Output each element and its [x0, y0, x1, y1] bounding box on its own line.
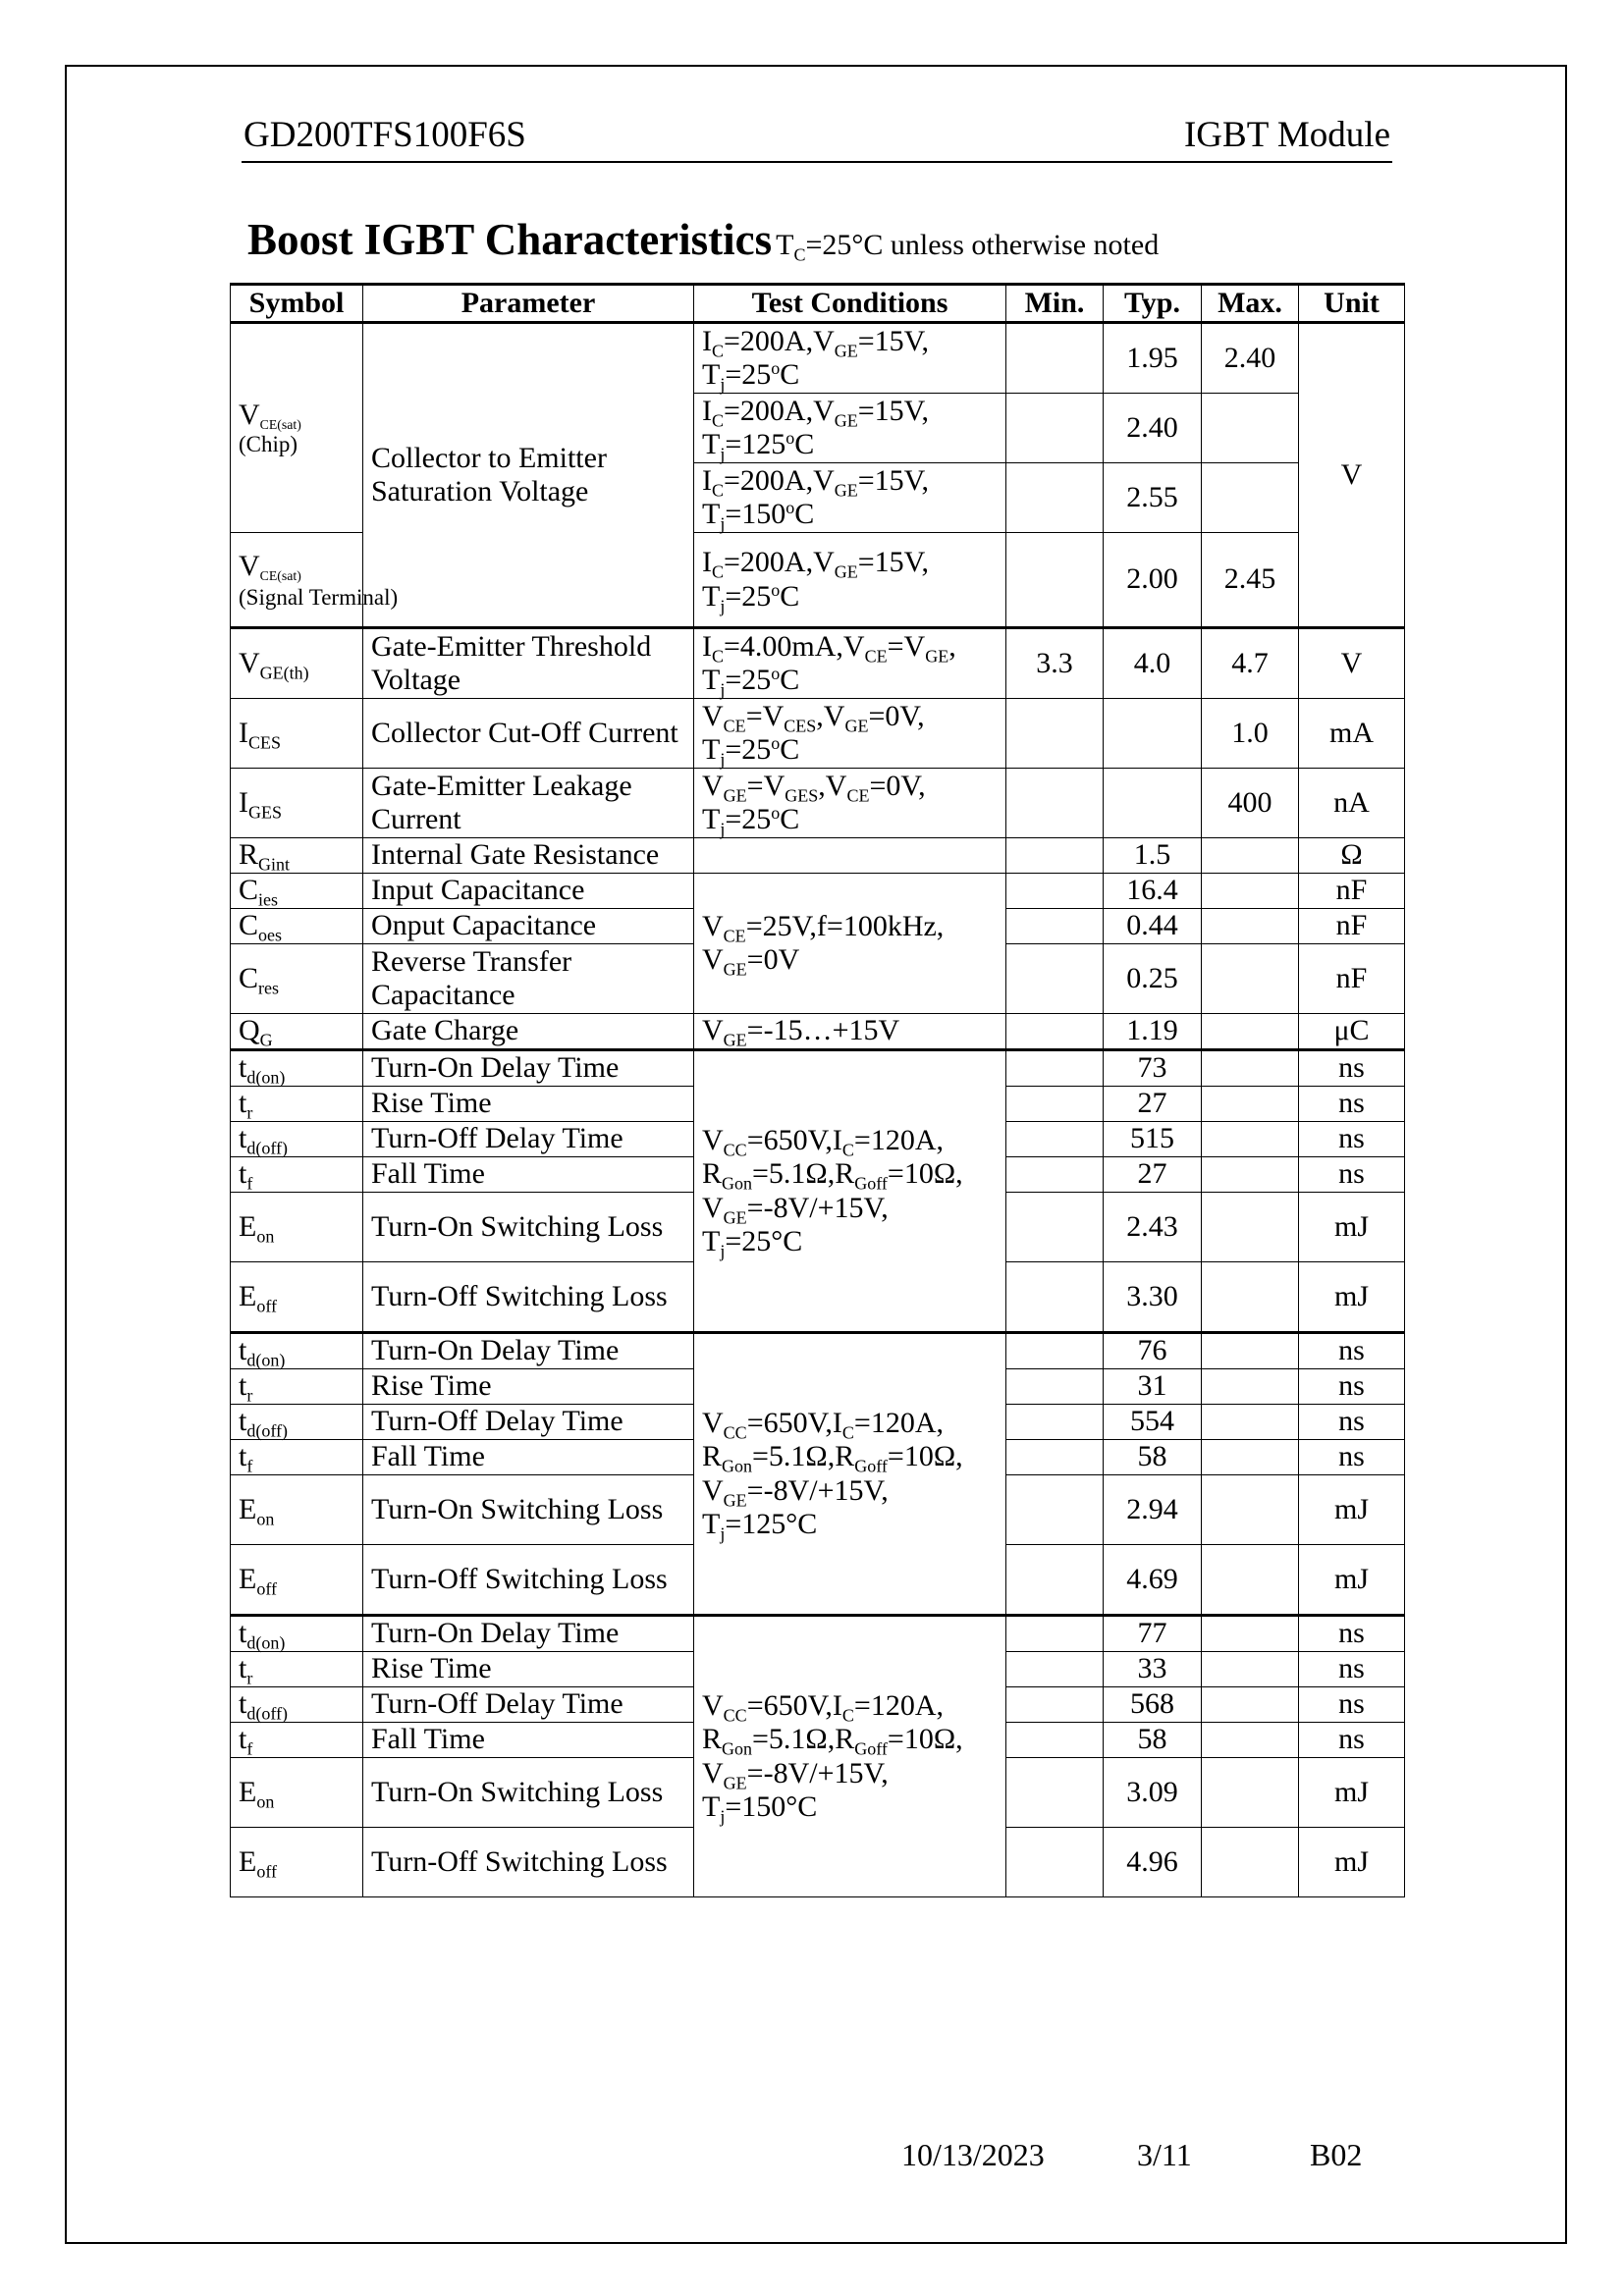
- typ-cell: 554: [1104, 1405, 1202, 1440]
- symbol-cell: $V_{CE(sat)}$ (Chip): [231, 323, 363, 533]
- unit-cell: mJ: [1299, 1193, 1405, 1262]
- max-cell: 2.45: [1202, 533, 1299, 628]
- symbol-cell: $I_{CES}$: [231, 699, 363, 769]
- typ-cell: [1104, 699, 1202, 769]
- parameter-cell: Turn-On Delay Time: [363, 1050, 694, 1087]
- symbol-cell: $t_f$: [231, 1723, 363, 1758]
- symbol-cell: $C_{ies}$: [231, 874, 363, 909]
- symbol-cell: $E_{on}$: [231, 1475, 363, 1545]
- col-header: Max.: [1202, 285, 1299, 323]
- unit-cell: ns: [1299, 1723, 1405, 1758]
- table-row: [231, 1616, 1405, 1652]
- typ-cell: 76: [1104, 1333, 1202, 1369]
- min-cell: [1006, 1828, 1104, 1897]
- symbol-cell: $t_{d(on)}$: [231, 1333, 363, 1369]
- max-cell: 4.7: [1202, 628, 1299, 699]
- typ-cell: 515: [1104, 1122, 1202, 1157]
- max-cell: 1.0: [1202, 699, 1299, 769]
- min-cell: [1006, 1652, 1104, 1687]
- unit-cell: ns: [1299, 1405, 1405, 1440]
- condition-cell: $V_{CC}=650V,I_C=120A$, $R_{Gon}=5.1\Omega,R_{Goff}=10\Omega$, $V_{GE}=-8V/+15V$, $T_j=125^\circ C$: [694, 1333, 1006, 1616]
- typ-cell: 0.44: [1104, 909, 1202, 944]
- symbol-cell: $E_{on}$: [231, 1758, 363, 1828]
- table-row: [231, 1333, 1405, 1369]
- symbol-cell: $E_{off}$: [231, 1262, 363, 1333]
- max-cell: [1202, 1687, 1299, 1723]
- symbol-cell: $t_f$: [231, 1157, 363, 1193]
- max-cell: [1202, 1652, 1299, 1687]
- parameter-cell: Rise Time: [363, 1369, 694, 1405]
- max-cell: [1202, 1758, 1299, 1828]
- typ-cell: 1.95: [1104, 323, 1202, 394]
- condition-cell: $V_{CE}=V_{CES},V_{GE}=0V$, $T_j=25^oC$: [694, 699, 1006, 769]
- footer-revision: B02: [1310, 2137, 1363, 2172]
- min-cell: [1006, 1758, 1104, 1828]
- col-header: Symbol: [231, 285, 363, 323]
- table-row: [231, 1014, 1405, 1050]
- typ-cell: 33: [1104, 1652, 1202, 1687]
- typ-cell: 1.19: [1104, 1014, 1202, 1050]
- parameter-cell: Turn-Off Delay Time: [363, 1122, 694, 1157]
- max-cell: [1202, 838, 1299, 874]
- unit-cell: ns: [1299, 1652, 1405, 1687]
- parameter-cell: Gate-Emitter Leakage Current: [363, 769, 694, 838]
- typ-cell: 2.00: [1104, 533, 1202, 628]
- max-cell: [1202, 909, 1299, 944]
- unit-cell: nA: [1299, 769, 1405, 838]
- symbol-cell: $V_{CE(sat)}$ (Signal Terminal): [231, 533, 363, 628]
- max-cell: [1202, 1545, 1299, 1616]
- min-cell: [1006, 1050, 1104, 1087]
- unit-cell: ns: [1299, 1369, 1405, 1405]
- section-title: [247, 214, 1159, 265]
- condition-cell: $V_{GE}=-15\dots+15V$: [694, 1014, 1006, 1050]
- typ-cell: 2.40: [1104, 394, 1202, 463]
- parameter-cell: Turn-Off Delay Time: [363, 1405, 694, 1440]
- condition-cell: $I_C=4.00mA,V_{CE}=V_{GE}$, $T_j=25^oC$: [694, 628, 1006, 699]
- min-cell: [1006, 1333, 1104, 1369]
- min-cell: [1006, 1369, 1104, 1405]
- parameter-cell: Turn-On Switching Loss: [363, 1758, 694, 1828]
- max-cell: [1202, 874, 1299, 909]
- condition-cell: $V_{CC}=650V,I_C=120A$, $R_{Gon}=5.1\Omega,R_{Goff}=10\Omega$, $V_{GE}=-8V/+15V$, $T_j=25^\circ C$: [694, 1050, 1006, 1333]
- unit-cell: Ω: [1299, 838, 1405, 874]
- symbol-cell: $t_r$: [231, 1087, 363, 1122]
- typ-cell: 2.55: [1104, 463, 1202, 533]
- col-header: Typ.: [1104, 285, 1202, 323]
- typ-cell: 31: [1104, 1369, 1202, 1405]
- unit-cell: mJ: [1299, 1475, 1405, 1545]
- unit-cell: mJ: [1299, 1545, 1405, 1616]
- symbol-cell: $t_r$: [231, 1369, 363, 1405]
- symbol-cell: $E_{off}$: [231, 1828, 363, 1897]
- parameter-cell: Turn-On Delay Time: [363, 1616, 694, 1652]
- min-cell: [1006, 1405, 1104, 1440]
- min-cell: [1006, 1440, 1104, 1475]
- footer-date: 10/13/2023: [901, 2137, 1045, 2172]
- product-type: IGBT Module: [1183, 115, 1390, 155]
- table-row: [231, 838, 1405, 874]
- parameter-cell: Onput Capacitance: [363, 909, 694, 944]
- min-cell: [1006, 1157, 1104, 1193]
- symbol-cell: $t_r$: [231, 1652, 363, 1687]
- max-cell: [1202, 1014, 1299, 1050]
- unit-cell: ns: [1299, 1333, 1405, 1369]
- min-cell: [1006, 463, 1104, 533]
- parameter-cell: Turn-Off Switching Loss: [363, 1262, 694, 1333]
- typ-cell: 4.96: [1104, 1828, 1202, 1897]
- parameter-cell: Reverse Transfer Capacitance: [363, 944, 694, 1014]
- characteristics-table: [230, 283, 1405, 1897]
- max-cell: [1202, 1193, 1299, 1262]
- min-cell: [1006, 323, 1104, 394]
- symbol-cell: $E_{off}$: [231, 1545, 363, 1616]
- max-cell: 400: [1202, 769, 1299, 838]
- max-cell: [1202, 1369, 1299, 1405]
- unit-cell: ns: [1299, 1122, 1405, 1157]
- typ-cell: 27: [1104, 1087, 1202, 1122]
- col-header: Min.: [1006, 285, 1104, 323]
- min-cell: [1006, 1122, 1104, 1157]
- parameter-cell: Gate-Emitter Threshold Voltage: [363, 628, 694, 699]
- typ-cell: 16.4: [1104, 874, 1202, 909]
- typ-cell: 4.69: [1104, 1545, 1202, 1616]
- section-note: $T_C=25^\circ C$ unless otherwise noted: [776, 229, 1160, 265]
- table-row: [231, 1050, 1405, 1087]
- unit-cell: ns: [1299, 1050, 1405, 1087]
- symbol-cell: $C_{res}$: [231, 944, 363, 1014]
- typ-cell: 568: [1104, 1687, 1202, 1723]
- symbol-cell: $C_{oes}$: [231, 909, 363, 944]
- symbol-cell: $t_{d(off)}$: [231, 1122, 363, 1157]
- table-row: [231, 874, 1405, 909]
- typ-cell: 2.43: [1104, 1193, 1202, 1262]
- typ-cell: 58: [1104, 1440, 1202, 1475]
- typ-cell: 73: [1104, 1050, 1202, 1087]
- table-row: [231, 699, 1405, 769]
- table-row: [231, 769, 1405, 838]
- max-cell: [1202, 1262, 1299, 1333]
- unit-cell: mJ: [1299, 1828, 1405, 1897]
- parameter-cell: Collector Cut-Off Current: [363, 699, 694, 769]
- max-cell: [1202, 1723, 1299, 1758]
- max-cell: [1202, 1616, 1299, 1652]
- unit-cell: μC: [1299, 1014, 1405, 1050]
- typ-cell: 0.25: [1104, 944, 1202, 1014]
- parameter-cell: Fall Time: [363, 1440, 694, 1475]
- typ-cell: 3.30: [1104, 1262, 1202, 1333]
- parameter-cell: Turn-Off Switching Loss: [363, 1828, 694, 1897]
- typ-cell: [1104, 769, 1202, 838]
- symbol-cell: $t_{d(off)}$: [231, 1687, 363, 1723]
- typ-cell: 27: [1104, 1157, 1202, 1193]
- parameter-cell: Turn-On Switching Loss: [363, 1475, 694, 1545]
- unit-cell: ns: [1299, 1440, 1405, 1475]
- col-header: Unit: [1299, 285, 1405, 323]
- min-cell: [1006, 533, 1104, 628]
- min-cell: 3.3: [1006, 628, 1104, 699]
- unit-cell: ns: [1299, 1157, 1405, 1193]
- condition-cell: $I_C=200A,V_{GE}=15V$, $T_j=25^oC$: [694, 323, 1006, 394]
- condition-cell: $V_{GE}=V_{GES},V_{CE}=0V$, $T_j=25^oC$: [694, 769, 1006, 838]
- typ-cell: 77: [1104, 1616, 1202, 1652]
- max-cell: [1202, 1122, 1299, 1157]
- min-cell: [1006, 1723, 1104, 1758]
- symbol-cell: $t_{d(on)}$: [231, 1050, 363, 1087]
- unit-cell: mJ: [1299, 1758, 1405, 1828]
- unit-cell: ns: [1299, 1087, 1405, 1122]
- max-cell: [1202, 394, 1299, 463]
- max-cell: [1202, 1087, 1299, 1122]
- max-cell: [1202, 1405, 1299, 1440]
- min-cell: [1006, 1087, 1104, 1122]
- parameter-cell: Input Capacitance: [363, 874, 694, 909]
- parameter-cell: Rise Time: [363, 1652, 694, 1687]
- typ-cell: 58: [1104, 1723, 1202, 1758]
- col-header: Test Conditions: [694, 285, 1006, 323]
- header-rule: [242, 161, 1392, 163]
- max-cell: [1202, 463, 1299, 533]
- col-header: Parameter: [363, 285, 694, 323]
- symbol-cell: $t_f$: [231, 1440, 363, 1475]
- footer-page-number: 3/11: [1137, 2137, 1192, 2172]
- symbol-cell: $t_{d(on)}$: [231, 1616, 363, 1652]
- min-cell: [1006, 838, 1104, 874]
- symbol-cell: $Q_G$: [231, 1014, 363, 1050]
- unit-cell: nF: [1299, 944, 1405, 1014]
- parameter-cell: Turn-Off Switching Loss: [363, 1545, 694, 1616]
- symbol-cell: $t_{d(off)}$: [231, 1405, 363, 1440]
- condition-cell: $I_C=200A,V_{GE}=15V$, $T_j=125^oC$: [694, 394, 1006, 463]
- parameter-cell: Collector to Emitter Saturation Voltage: [363, 323, 694, 628]
- unit-cell: nF: [1299, 909, 1405, 944]
- typ-cell: 1.5: [1104, 838, 1202, 874]
- min-cell: [1006, 769, 1104, 838]
- condition-cell: [694, 838, 1006, 874]
- max-cell: [1202, 944, 1299, 1014]
- max-cell: [1202, 1475, 1299, 1545]
- symbol-cell: $E_{on}$: [231, 1193, 363, 1262]
- unit-cell: V: [1299, 323, 1405, 628]
- parameter-cell: Rise Time: [363, 1087, 694, 1122]
- parameter-cell: Gate Charge: [363, 1014, 694, 1050]
- symbol-cell: $R_{Gint}$: [231, 838, 363, 874]
- min-cell: [1006, 909, 1104, 944]
- max-cell: [1202, 1157, 1299, 1193]
- table-row: [231, 628, 1405, 699]
- table-row: [231, 323, 1405, 394]
- min-cell: [1006, 699, 1104, 769]
- unit-cell: ns: [1299, 1687, 1405, 1723]
- unit-cell: nF: [1299, 874, 1405, 909]
- min-cell: [1006, 944, 1104, 1014]
- symbol-cell: $V_{GE(th)}$: [231, 628, 363, 699]
- unit-cell: V: [1299, 628, 1405, 699]
- max-cell: [1202, 1050, 1299, 1087]
- max-cell: 2.40: [1202, 323, 1299, 394]
- unit-cell: ns: [1299, 1616, 1405, 1652]
- parameter-cell: Turn-On Switching Loss: [363, 1193, 694, 1262]
- parameter-cell: Fall Time: [363, 1157, 694, 1193]
- min-cell: [1006, 1687, 1104, 1723]
- min-cell: [1006, 874, 1104, 909]
- parameter-cell: Turn-On Delay Time: [363, 1333, 694, 1369]
- unit-cell: mJ: [1299, 1262, 1405, 1333]
- parameter-cell: Turn-Off Delay Time: [363, 1687, 694, 1723]
- typ-cell: 4.0: [1104, 628, 1202, 699]
- parameter-cell: Internal Gate Resistance: [363, 838, 694, 874]
- symbol-cell: $I_{GES}$: [231, 769, 363, 838]
- min-cell: [1006, 1193, 1104, 1262]
- max-cell: [1202, 1828, 1299, 1897]
- min-cell: [1006, 1014, 1104, 1050]
- max-cell: [1202, 1440, 1299, 1475]
- condition-cell: $I_C=200A,V_{GE}=15V$, $T_j=25^oC$: [694, 533, 1006, 628]
- max-cell: [1202, 1333, 1299, 1369]
- condition-cell: $V_{CE}=25V,f=100kHz$, $V_{GE}=0V$: [694, 874, 1006, 1014]
- min-cell: [1006, 1616, 1104, 1652]
- unit-cell: mA: [1299, 699, 1405, 769]
- typ-cell: 3.09: [1104, 1758, 1202, 1828]
- table-header-row: [231, 285, 1405, 323]
- typ-cell: 2.94: [1104, 1475, 1202, 1545]
- condition-cell: $I_C=200A,V_{GE}=15V$, $T_j=150^oC$: [694, 463, 1006, 533]
- section-title-text: Boost IGBT Characteristics: [247, 215, 773, 264]
- min-cell: [1006, 1262, 1104, 1333]
- min-cell: [1006, 1545, 1104, 1616]
- parameter-cell: Fall Time: [363, 1723, 694, 1758]
- min-cell: [1006, 394, 1104, 463]
- min-cell: [1006, 1475, 1104, 1545]
- part-number: GD200TFS100F6S: [244, 115, 526, 155]
- condition-cell: $V_{CC}=650V,I_C=120A$, $R_{Gon}=5.1\Omega,R_{Goff}=10\Omega$, $V_{GE}=-8V/+15V$, $T_j=150^\circ C$: [694, 1616, 1006, 1897]
